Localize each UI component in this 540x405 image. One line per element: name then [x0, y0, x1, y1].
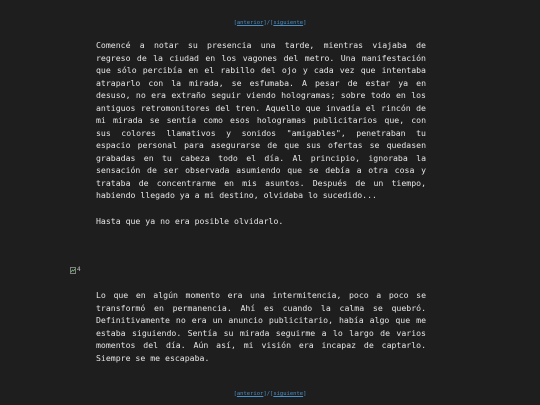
- broken-image-icon: [70, 267, 76, 274]
- story-text: [96, 39, 426, 227]
- prev-link-bottom[interactable]: anterior: [236, 391, 264, 397]
- nav-separator-bottom: /: [266, 391, 270, 397]
- next-link-bottom[interactable]: siguiente: [273, 391, 304, 397]
- story-text-continued: [96, 289, 426, 364]
- story-paragraph: Comencé a notar su presencia una tarde, mientras viajaba de regreso de la ciudad en los vagones del metro. Una manifestación que sólo percibía en el rabillo del ojo y cada vez que intentaba atraparlo con la mirada, se esfumaba. A pesar de estar ya en desuso, no era extraño seguir viendo hologramas; sobre todo en los antiguos retromonitores del tren. Aquello que invadía el rincón de mi mirada se sentía como esos hologramas publicitarios que, con sus colores llamativos y sonidos "amigables", penetraban tu espacio personal para asegurarse de que sus ofertas se quedasen grabadas en tu cabeza todo el día. Al principio, ignoraba la sensación de ser observada asumiendo que se debía a otra cosa y trataba de concentrarme en mis asuntos. Después de un tiempo, habiendo llegado ya a mi destino, olvidaba lo sucedido...: [96, 40, 426, 200]
- image-alt-text: 4: [77, 266, 81, 273]
- prev-link[interactable]: anterior: [236, 20, 264, 26]
- story-paragraph: Hasta que ya no era posible olvidarlo.: [96, 215, 284, 226]
- bottom-navigation: [anterior]/[siguiente]: [233, 391, 307, 397]
- broken-image: [70, 266, 81, 274]
- story-paragraph: Lo que en algún momento era una intermitencia, poco a poco se transformó en permanencia. Ahí es cuando la calma se quebró. Definitivamente no era un anuncio publicitario, había algo que me estaba siguiendo. Sentía su mirada seguirme a lo largo de varios momentos del día. Aún así, mi visión era incapaz de captarlo. Siempre se me escapaba.: [96, 290, 426, 363]
- top-navigation: [anterior]/[siguiente]: [233, 20, 307, 26]
- nav-separator: /: [266, 20, 270, 26]
- next-link[interactable]: siguiente: [273, 20, 304, 26]
